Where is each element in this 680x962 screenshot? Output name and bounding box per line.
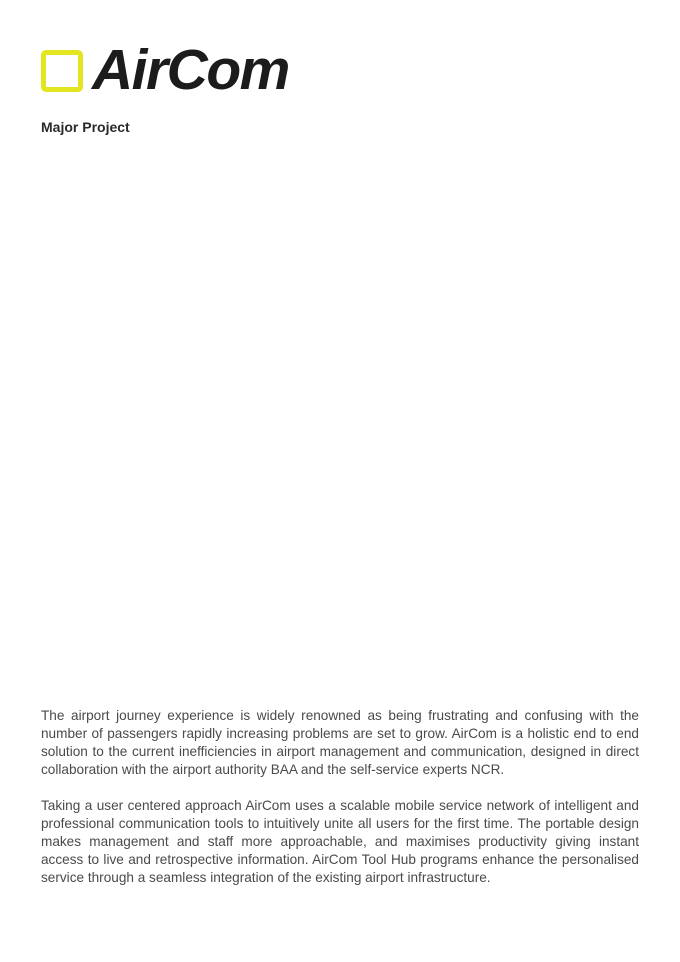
description-text <box>41 707 639 905</box>
brand-name: AirCom <box>92 37 289 102</box>
paragraph-approach: Taking a user centered approach AirCom uses a scalable mobile service network of intelligent and professional communication tools to intuitively unite all users for the first time. The portable design makes management and staff more approachable, and maximises productivity giving instant access to live and retrospective information. AirCom Tool Hub programs enhance the personalised service through a seamless integration of the existing airport infrastructure. <box>41 798 639 885</box>
aircom-logo <box>41 37 289 102</box>
square-icon <box>41 50 83 92</box>
page-subtitle: Major Project <box>41 119 130 135</box>
paragraph-intro: The airport journey experience is widely renowned as being frustrating and confusing with the number of passengers rapidly increasing problems are set to grow. AirCom is a holistic end to end solution to the current inefficiencies in airport management and communication, designed in direct collaboration with the airport authority BAA and the self-service experts NCR. <box>41 708 639 777</box>
